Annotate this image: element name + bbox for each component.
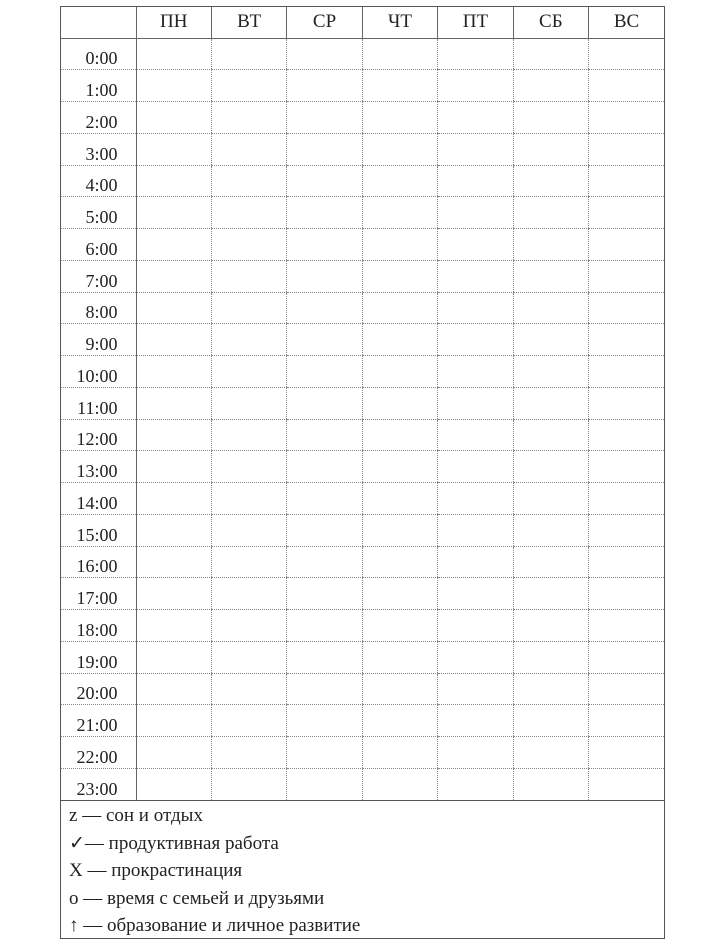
slot-cell[interactable] (211, 641, 286, 673)
slot-cell[interactable] (211, 356, 286, 388)
slot-cell[interactable] (136, 356, 211, 388)
hour-row (61, 737, 664, 769)
slot-cell[interactable] (136, 260, 211, 292)
hour-label: 15:00 (61, 514, 136, 546)
slot-cell[interactable] (136, 705, 211, 737)
slot-cell[interactable] (362, 737, 437, 769)
hour-label: 5:00 (61, 197, 136, 229)
slot-cell[interactable] (589, 451, 664, 483)
slot-cell[interactable] (362, 705, 437, 737)
slot-cell[interactable] (287, 768, 362, 800)
slot-cell[interactable] (438, 483, 513, 515)
hour-label: 11:00 (61, 387, 136, 419)
corner-cell (61, 7, 136, 38)
slot-cell[interactable] (589, 165, 664, 197)
slot-cell[interactable] (589, 514, 664, 546)
hour-row (61, 324, 664, 356)
slot-cell[interactable] (438, 102, 513, 134)
hour-row (61, 483, 664, 515)
slot-cell[interactable] (589, 324, 664, 356)
slot-cell[interactable] (589, 260, 664, 292)
slot-cell[interactable] (513, 514, 588, 546)
slot-cell[interactable] (438, 165, 513, 197)
slot-cell[interactable] (589, 610, 664, 642)
slot-cell[interactable] (136, 197, 211, 229)
legend-item (69, 802, 360, 830)
slot-cell[interactable] (362, 324, 437, 356)
slot-cell[interactable] (136, 768, 211, 800)
slot-cell[interactable] (136, 737, 211, 769)
slot-cell[interactable] (362, 768, 437, 800)
slot-cell[interactable] (513, 133, 588, 165)
slot-cell[interactable] (211, 165, 286, 197)
slot-cell[interactable] (513, 356, 588, 388)
slot-cell[interactable] (513, 737, 588, 769)
slot-cell[interactable] (287, 737, 362, 769)
slot-cell[interactable] (136, 133, 211, 165)
hour-label: 6:00 (61, 229, 136, 261)
slot-cell[interactable] (438, 610, 513, 642)
hour-row (61, 197, 664, 229)
slot-cell[interactable] (589, 38, 664, 70)
hour-rows (61, 38, 664, 800)
slot-cell[interactable] (287, 705, 362, 737)
hour-row (61, 578, 664, 610)
slot-cell[interactable] (513, 641, 588, 673)
slot-cell[interactable] (362, 70, 437, 102)
legend (69, 802, 360, 940)
slot-cell[interactable] (438, 38, 513, 70)
hour-row (61, 419, 664, 451)
slot-cell[interactable] (136, 514, 211, 546)
hour-row (61, 229, 664, 261)
hour-label: 12:00 (61, 419, 136, 451)
slot-cell[interactable] (589, 197, 664, 229)
slot-cell[interactable] (287, 419, 362, 451)
hour-row (61, 451, 664, 483)
hour-label: 7:00 (61, 260, 136, 292)
slot-cell[interactable] (287, 514, 362, 546)
slot-cell[interactable] (513, 610, 588, 642)
hour-label: 23:00 (61, 768, 136, 800)
slot-cell[interactable] (287, 451, 362, 483)
slot-cell[interactable] (287, 229, 362, 261)
legend-item (69, 857, 360, 885)
slot-cell[interactable] (438, 705, 513, 737)
slot-cell[interactable] (362, 165, 437, 197)
slot-cell[interactable] (438, 197, 513, 229)
hour-label: 9:00 (61, 324, 136, 356)
slot-cell[interactable] (438, 229, 513, 261)
slot-cell[interactable] (438, 546, 513, 578)
slot-cell[interactable] (362, 260, 437, 292)
slot-cell[interactable] (438, 673, 513, 705)
slot-cell[interactable] (211, 102, 286, 134)
slot-cell[interactable] (136, 38, 211, 70)
slot-cell[interactable] (287, 133, 362, 165)
slot-cell[interactable] (211, 70, 286, 102)
slot-cell[interactable] (211, 197, 286, 229)
slot-cell[interactable] (211, 578, 286, 610)
slot-cell[interactable] (513, 387, 588, 419)
slot-cell[interactable] (513, 483, 588, 515)
hour-row (61, 102, 664, 134)
slot-cell[interactable] (362, 356, 437, 388)
slot-cell[interactable] (211, 483, 286, 515)
hour-row (61, 292, 664, 324)
slot-cell[interactable] (362, 38, 437, 70)
slot-cell[interactable] (589, 133, 664, 165)
slot-cell[interactable] (513, 705, 588, 737)
slot-cell[interactable] (438, 419, 513, 451)
slot-cell[interactable] (589, 102, 664, 134)
slot-cell[interactable] (513, 673, 588, 705)
slot-cell[interactable] (211, 610, 286, 642)
slot-cell[interactable] (287, 260, 362, 292)
slot-cell[interactable] (513, 768, 588, 800)
slot-cell[interactable] (589, 229, 664, 261)
slot-cell[interactable] (136, 165, 211, 197)
legend-text: продуктивная работа (108, 832, 279, 854)
slot-cell[interactable] (438, 768, 513, 800)
slot-cell[interactable] (211, 737, 286, 769)
slot-cell[interactable] (211, 324, 286, 356)
hour-row (61, 70, 664, 102)
slot-cell[interactable] (211, 451, 286, 483)
slot-cell[interactable] (438, 514, 513, 546)
slot-cell[interactable] (287, 38, 362, 70)
slot-cell[interactable] (438, 324, 513, 356)
legend-item (69, 830, 360, 858)
slot-cell[interactable] (287, 578, 362, 610)
hour-row (61, 768, 664, 800)
weekly-schedule-grid (61, 7, 664, 801)
slot-cell[interactable] (211, 387, 286, 419)
legend-text: время с семьей и друзьями (107, 887, 325, 909)
slot-cell[interactable] (136, 387, 211, 419)
slot-cell[interactable] (438, 451, 513, 483)
day-header-sun: ВС (589, 7, 664, 38)
hour-label: 18:00 (61, 610, 136, 642)
slot-cell[interactable] (211, 673, 286, 705)
hour-label: 14:00 (61, 483, 136, 515)
slot-cell[interactable] (362, 102, 437, 134)
slot-cell[interactable] (287, 483, 362, 515)
hour-label: 16:00 (61, 546, 136, 578)
hour-row (61, 705, 664, 737)
hour-row (61, 133, 664, 165)
slot-cell[interactable] (362, 578, 437, 610)
slot-cell[interactable] (362, 133, 437, 165)
hour-row (61, 610, 664, 642)
hour-label: 0:00 (61, 38, 136, 70)
slot-cell[interactable] (136, 483, 211, 515)
legend-symbol: o (69, 887, 79, 909)
legend-dash: — (78, 887, 107, 909)
slot-cell[interactable] (589, 737, 664, 769)
hour-row (61, 673, 664, 705)
slot-cell[interactable] (589, 705, 664, 737)
hour-label: 8:00 (61, 292, 136, 324)
slot-cell[interactable] (589, 483, 664, 515)
hour-label: 21:00 (61, 705, 136, 737)
legend-text: прокрастинация (111, 860, 243, 881)
slot-cell[interactable] (211, 514, 286, 546)
day-header-sat: СБ (513, 7, 588, 38)
legend-dash: — (78, 915, 107, 936)
hour-label: 3:00 (61, 133, 136, 165)
slot-cell[interactable] (513, 578, 588, 610)
slot-cell[interactable] (287, 70, 362, 102)
hour-label: 13:00 (61, 451, 136, 483)
slot-cell[interactable] (438, 356, 513, 388)
slot-cell[interactable] (136, 673, 211, 705)
slot-cell[interactable] (589, 292, 664, 324)
slot-cell[interactable] (211, 705, 286, 737)
slot-cell[interactable] (513, 70, 588, 102)
slot-cell[interactable] (589, 419, 664, 451)
slot-cell[interactable] (287, 356, 362, 388)
weekly-time-log-sheet (60, 6, 665, 939)
hour-row (61, 260, 664, 292)
slot-cell[interactable] (211, 229, 286, 261)
slot-cell[interactable] (211, 768, 286, 800)
day-header-fri: ПТ (438, 7, 513, 38)
slot-cell[interactable] (513, 451, 588, 483)
hour-label: 4:00 (61, 165, 136, 197)
legend-symbol: ↑ (69, 915, 79, 936)
slot-cell[interactable] (211, 133, 286, 165)
legend-symbol: ✓ (69, 832, 85, 854)
slot-cell[interactable] (287, 324, 362, 356)
slot-cell[interactable] (136, 102, 211, 134)
slot-cell[interactable] (362, 197, 437, 229)
slot-cell[interactable] (513, 292, 588, 324)
slot-cell[interactable] (362, 292, 437, 324)
hour-row (61, 546, 664, 578)
slot-cell[interactable] (513, 546, 588, 578)
slot-cell[interactable] (589, 356, 664, 388)
slot-cell[interactable] (211, 38, 286, 70)
slot-cell[interactable] (136, 229, 211, 261)
slot-cell[interactable] (513, 165, 588, 197)
slot-cell[interactable] (589, 387, 664, 419)
hour-row (61, 514, 664, 546)
legend-symbol: X (69, 860, 83, 881)
slot-cell[interactable] (513, 324, 588, 356)
slot-cell[interactable] (287, 641, 362, 673)
slot-cell[interactable] (513, 229, 588, 261)
slot-cell[interactable] (362, 673, 437, 705)
slot-cell[interactable] (211, 419, 286, 451)
slot-cell[interactable] (136, 546, 211, 578)
hour-label: 2:00 (61, 102, 136, 134)
slot-cell[interactable] (287, 165, 362, 197)
slot-cell[interactable] (211, 260, 286, 292)
slot-cell[interactable] (287, 610, 362, 642)
slot-cell[interactable] (136, 578, 211, 610)
slot-cell[interactable] (136, 70, 211, 102)
hour-label: 19:00 (61, 641, 136, 673)
slot-cell[interactable] (287, 546, 362, 578)
slot-cell[interactable] (362, 229, 437, 261)
slot-cell[interactable] (362, 451, 437, 483)
slot-cell[interactable] (438, 641, 513, 673)
hour-row (61, 38, 664, 70)
day-header-mon: ПН (136, 7, 211, 38)
slot-cell[interactable] (362, 641, 437, 673)
hour-label: 1:00 (61, 70, 136, 102)
slot-cell[interactable] (438, 387, 513, 419)
slot-cell[interactable] (513, 419, 588, 451)
slot-cell[interactable] (589, 641, 664, 673)
slot-cell[interactable] (211, 292, 286, 324)
hour-row (61, 641, 664, 673)
slot-cell[interactable] (287, 197, 362, 229)
hour-row (61, 165, 664, 197)
slot-cell[interactable] (287, 292, 362, 324)
slot-cell[interactable] (438, 578, 513, 610)
slot-cell[interactable] (589, 70, 664, 102)
legend-symbol: z (69, 805, 78, 826)
slot-cell[interactable] (362, 610, 437, 642)
slot-cell[interactable] (438, 292, 513, 324)
hour-row (61, 387, 664, 419)
slot-cell[interactable] (362, 483, 437, 515)
slot-cell[interactable] (438, 737, 513, 769)
legend-item (69, 912, 360, 940)
slot-cell[interactable] (136, 292, 211, 324)
slot-cell[interactable] (513, 197, 588, 229)
slot-cell[interactable] (362, 514, 437, 546)
slot-cell[interactable] (589, 546, 664, 578)
slot-cell[interactable] (589, 768, 664, 800)
legend-dash: — (84, 832, 109, 854)
slot-cell[interactable] (438, 260, 513, 292)
slot-cell[interactable] (438, 133, 513, 165)
slot-cell[interactable] (362, 419, 437, 451)
legend-text: сон и отдых (105, 805, 203, 826)
hour-label: 10:00 (61, 356, 136, 388)
slot-cell[interactable] (136, 451, 211, 483)
day-header-thu: ЧТ (362, 7, 437, 38)
slot-cell[interactable] (136, 610, 211, 642)
slot-cell[interactable] (287, 673, 362, 705)
legend-text: образование и личное развитие (107, 915, 361, 936)
slot-cell[interactable] (136, 641, 211, 673)
hour-row (61, 356, 664, 388)
slot-cell[interactable] (287, 387, 362, 419)
slot-cell[interactable] (287, 102, 362, 134)
slot-cell[interactable] (362, 387, 437, 419)
slot-cell[interactable] (211, 546, 286, 578)
slot-cell[interactable] (513, 260, 588, 292)
header-row (61, 7, 664, 38)
slot-cell[interactable] (136, 324, 211, 356)
slot-cell[interactable] (513, 102, 588, 134)
hour-label: 20:00 (61, 673, 136, 705)
legend-dash: — (77, 805, 106, 826)
legend-item (69, 885, 360, 913)
slot-cell[interactable] (438, 70, 513, 102)
slot-cell[interactable] (136, 419, 211, 451)
day-header-tue: ВТ (211, 7, 286, 38)
slot-cell[interactable] (589, 578, 664, 610)
slot-cell[interactable] (513, 38, 588, 70)
hour-label: 17:00 (61, 578, 136, 610)
slot-cell[interactable] (362, 546, 437, 578)
legend-dash: — (82, 860, 112, 881)
day-header-wed: СР (287, 7, 362, 38)
hour-label: 22:00 (61, 737, 136, 769)
slot-cell[interactable] (589, 673, 664, 705)
